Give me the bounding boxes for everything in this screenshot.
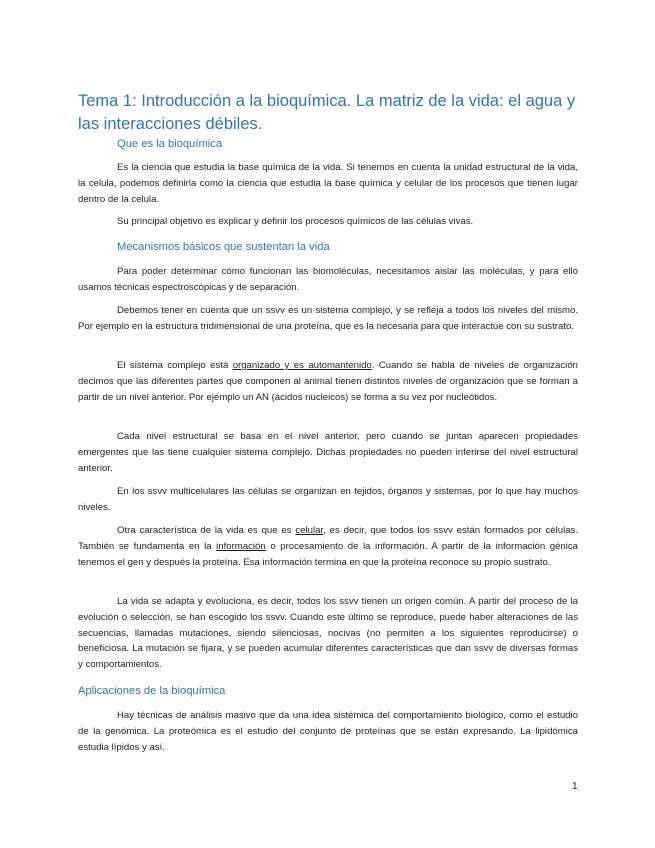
- paragraph-applications: Hay técnicas de análisis masivo que da una idea sistémica del comportamiento biológico, como el estudio de la genómica. La proteómica es el estudio del conjunto de proteínas que se están expresando. La lipidómica estudia lípidos y así.: [78, 710, 578, 753]
- paragraph-evolution: La vida se adapta y evoluciona, es decir, todos los ssvv tienen un origen común. A partir del proceso de la evolución o selección, se han escogido los ssvv. Cuando este último se reproduce, puede haber alteraciones de las secuencias, llamadas mutaciones, siendo silenciosas, nocivas (no permiten a los siguientes reproducirse) o beneficiosa. La mutación se fijara, y se pueden acumular diferentes características que dan ssvv de diversas formas y comportamientos.: [78, 596, 578, 671]
- paragraph-organization-text-1: El sistema complejo está: [117, 360, 233, 371]
- paragraph-emergent-properties: Cada nivel estructural se basa en el nivel anterior, pero cuando se juntan aparecen propiedades emergentes que las tiene cualquier sistema complejo. Dichas propiedades no pueden inferirse del nivel estructural anterior.: [78, 431, 578, 474]
- paragraph-multicellular: En los ssvv multicelulares las células se organizan en tejidos, órganos y sistemas, por lo que hay muchos niveles.: [78, 486, 578, 513]
- underlined-celular: celular: [295, 525, 324, 536]
- paragraph-cellular-text-3: o procesamiento de la información. A partir de la información génica tenemos el gen y después la proteína. Esa información termina en que la proteína reconoce su propio sustrato.: [78, 540, 579, 568]
- underlined-informacion: información: [216, 540, 266, 552]
- page-number: 1: [572, 781, 578, 792]
- paragraph-cellular-text-2: , es decir, que todos los ssvv están formados por células. También se fundamenta en la: [78, 525, 578, 552]
- paragraph-complex-system: Debemos tener en cuenta que un ssvv es un sistema complejo, y se refleja a todos los niveles del mismo. Por ejemplo en la estructura tridimensional de una proteína, que es la necesaria para que interactúe con su sustrato.: [78, 305, 578, 332]
- paragraph-organization-text-2: . Cuando se habla de niveles de organización decimos que las diferentes partes que componen al animal tienen distintos niveles de organización que se forman a partir de un nivel anterior. Por ejemplo un AN (ácidos nucleicos) se forma a su vez por nucleótidos.: [78, 360, 578, 403]
- paragraph-cellular: [78, 523, 578, 570]
- paragraph-biomolecules: Para poder determinar cómo funcionan las biomoléculas, necesitamos aislar las moléculas, y para ello usamos técnicas espectroscópicas y de separación.: [78, 266, 578, 293]
- section-heading-que-es: Que es la bioquímica: [117, 138, 223, 150]
- paragraph-organization: [78, 358, 578, 405]
- section-heading-aplicaciones: Aplicaciones de la bioquímica: [78, 685, 226, 697]
- section-heading-mecanismos: Mecanismos básicos que sustentan la vida: [117, 241, 330, 253]
- paragraph-definition: Es la ciencia que estudia la base química de la vida. Si tenemos en cuenta la unidad estructural de la vida, la celula, podemos definirla como la ciencia que estudia la base química y celular de los procesos que tienen lugar dentro de la celula.: [78, 162, 578, 205]
- document-title: Tema 1: Introducción a la bioquímica. La matriz de la vida: el agua y las interacciones débiles.: [78, 92, 576, 133]
- paragraph-cellular-text-1: Otra característica de la vida es que es: [117, 525, 296, 536]
- underlined-organizado: organizado y es automantenido: [232, 360, 372, 371]
- paragraph-objective: Su principal objetivo es explicar y definir los procesos químicos de las células vivas.: [117, 216, 474, 227]
